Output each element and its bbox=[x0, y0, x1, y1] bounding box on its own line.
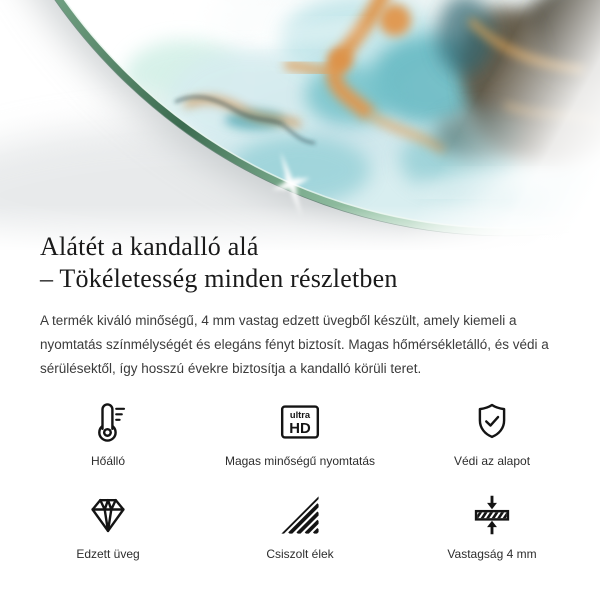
feature-label: Magas minőségű nyomtatás bbox=[224, 454, 376, 468]
thickness-icon bbox=[470, 492, 514, 538]
diamond-icon bbox=[86, 492, 130, 538]
thermometer-icon bbox=[86, 399, 130, 445]
ultra-hd-icon-text-bottom: HD bbox=[289, 421, 311, 437]
feature-polished-edges bbox=[204, 492, 396, 561]
page-title-line1: Alátét a kandalló alá bbox=[40, 232, 259, 261]
polished-edges-icon bbox=[278, 492, 322, 538]
feature-label: Védi az alapot bbox=[453, 454, 531, 468]
feature-thickness-4mm bbox=[396, 492, 588, 561]
feature-protects-base bbox=[396, 399, 588, 468]
product-description: A termék kiváló minőségű, 4 mm vastag edzett üvegből készült, amely kiemeli a nyomtatás színmélységét és elegáns fényt biztosít. Magas hőmérsékletálló, és védi a sérülésektől, így hosszú évekre biztosítja a kandalló körüli teret. bbox=[40, 313, 549, 376]
feature-label: Csiszolt élek bbox=[266, 547, 334, 561]
feature-ultra-hd-print bbox=[204, 399, 396, 468]
feature-tempered-glass bbox=[12, 492, 204, 561]
page-title bbox=[40, 231, 398, 295]
feature-label: Vastagság 4 mm bbox=[447, 547, 537, 561]
feature-heat-resistant bbox=[12, 399, 204, 468]
feature-grid bbox=[12, 399, 588, 561]
feature-label: Edzett üveg bbox=[76, 547, 140, 561]
product-image-glass-plate bbox=[0, 0, 600, 250]
page-title-line2: – Tökéletesség minden részletben bbox=[40, 264, 398, 293]
feature-label: Hőálló bbox=[90, 454, 126, 468]
ultra-hd-icon bbox=[278, 399, 322, 445]
ultra-hd-icon-text-top: ultra bbox=[289, 410, 311, 421]
shield-check-icon bbox=[470, 399, 514, 445]
